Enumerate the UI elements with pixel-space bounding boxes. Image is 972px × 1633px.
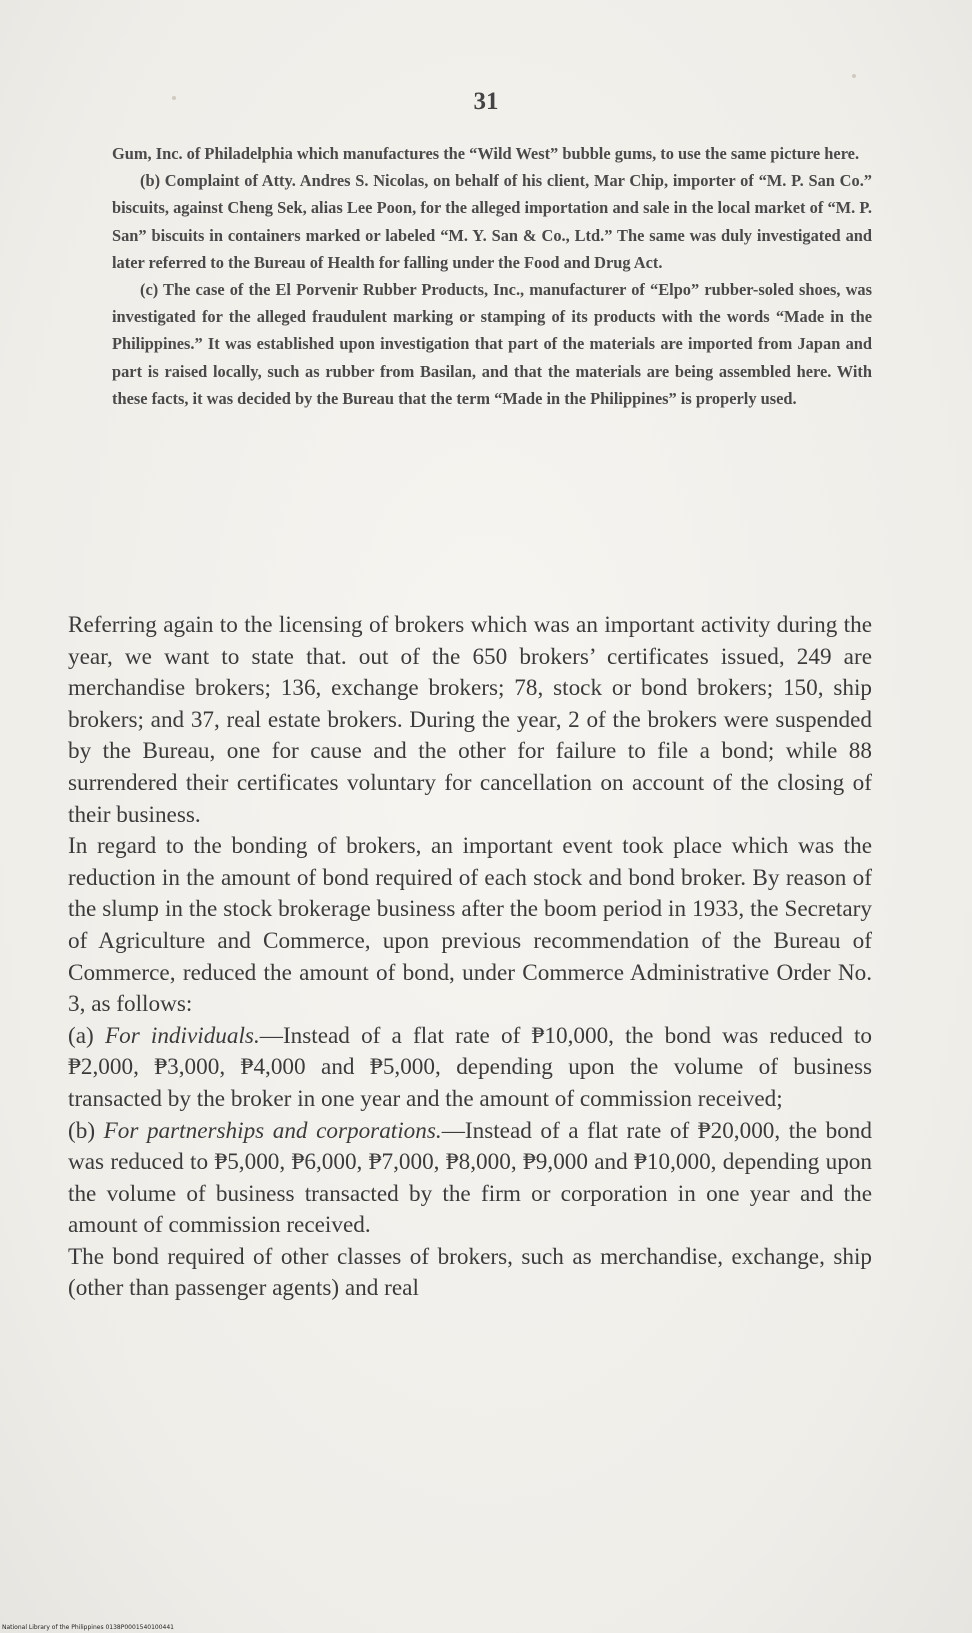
main-text-block bbox=[68, 610, 872, 1305]
case-b-paragraph: (b) Complaint of Atty. Andres S. Nicolas, on behalf of his client, Mar Chip, importer of “M. P. San Co.” biscuits, against Cheng Sek, alias Lee Poon, for the alleged importation and sale in the local market of “M. P. San” biscuits in containers marked or labeled “M. Y. San & Co., Ltd.” The same was duly investigated and later referred to the Bureau of Health for falling under the Food and Drug Act. bbox=[112, 171, 872, 272]
case-a-continuation: Gum, Inc. of Philadelphia which manufactures the “Wild West” bubble gums, to use the same picture here. bbox=[112, 144, 860, 163]
bonding-paragraph: In regard to the bonding of brokers, an important event took place which was the reduction in the amount of bond required of each stock and bond broker. By reason of the slump in the stock brokerage business after the boom period in 1933, the Secretary of Agriculture and Commerce, upon previous recommendation of the Bureau of Commerce, reduced the amount of bond, under Commerce Administrative Order No. 3, as follows: bbox=[68, 833, 872, 1018]
partnerships-heading: For partnerships and corporations. bbox=[103, 1117, 442, 1144]
other-brokers-paragraph: The bond required of other classes of brokers, such as merchandise, exchange, ship (other than passenger agents) and real bbox=[68, 1243, 872, 1302]
brokers-licensing-paragraph: Referring again to the licensing of brokers which was an important activity during the year, we want to state that. out of the 650 brokers’ certificates issued, 249 are merchandise brokers; 136, exchange brokers; 78, stock or bond brokers; 150, ship brokers; and 37, real estate brokers. During the year, 2 of the brokers were suspended by the Bureau, one for cause and the other for failure to file a bond; while 88 surrendered their certificates voluntary for cancellation on account of the closing of their business. bbox=[68, 612, 872, 828]
individuals-heading: For individuals. bbox=[104, 1022, 260, 1049]
case-c-paragraph: (c) The case of the El Porvenir Rubber Products, Inc., manufacturer of “Elpo” rubber-soled shoes, was investigated for the alleged fraudulent marking or stamping of its products with the words “Made in the Philippines.” It was established upon investigation that part of the materials are imported from Japan and part is raised locally, such as rubber from Basilan, and that the materials are being assembled here. With these facts, it was decided by the Bureau that the term “Made in the Philippines” is properly used. bbox=[112, 280, 872, 408]
archive-footer: National Library of the Philippines 0138P0001540100441 bbox=[2, 1624, 174, 1631]
individuals-body: —Instead of a flat rate of ₱10,000, the bond was reduced to ₱2,000, ₱3,000, ₱4,000 and ₱5,000, depending upon the volume of business transacted by the broker in one year and the amount of commission received; bbox=[68, 1022, 873, 1112]
quoted-cases-block bbox=[112, 140, 872, 412]
speck bbox=[852, 74, 856, 78]
individuals-paragraph bbox=[68, 1021, 872, 1116]
item-label-b: (b) bbox=[68, 1117, 96, 1144]
partnerships-paragraph bbox=[68, 1116, 872, 1242]
page-number: 31 bbox=[473, 88, 499, 115]
partnerships-body: —Instead of a flat rate of ₱20,000, the bond was reduced to ₱5,000, ₱6,000, ₱7,000, ₱8,000, ₱9,000 and ₱10,000, depending upon the volume of business transacted by the firm or corporation in one year and the amount of commission received. bbox=[68, 1117, 872, 1239]
item-label-a: (a) bbox=[68, 1022, 94, 1049]
